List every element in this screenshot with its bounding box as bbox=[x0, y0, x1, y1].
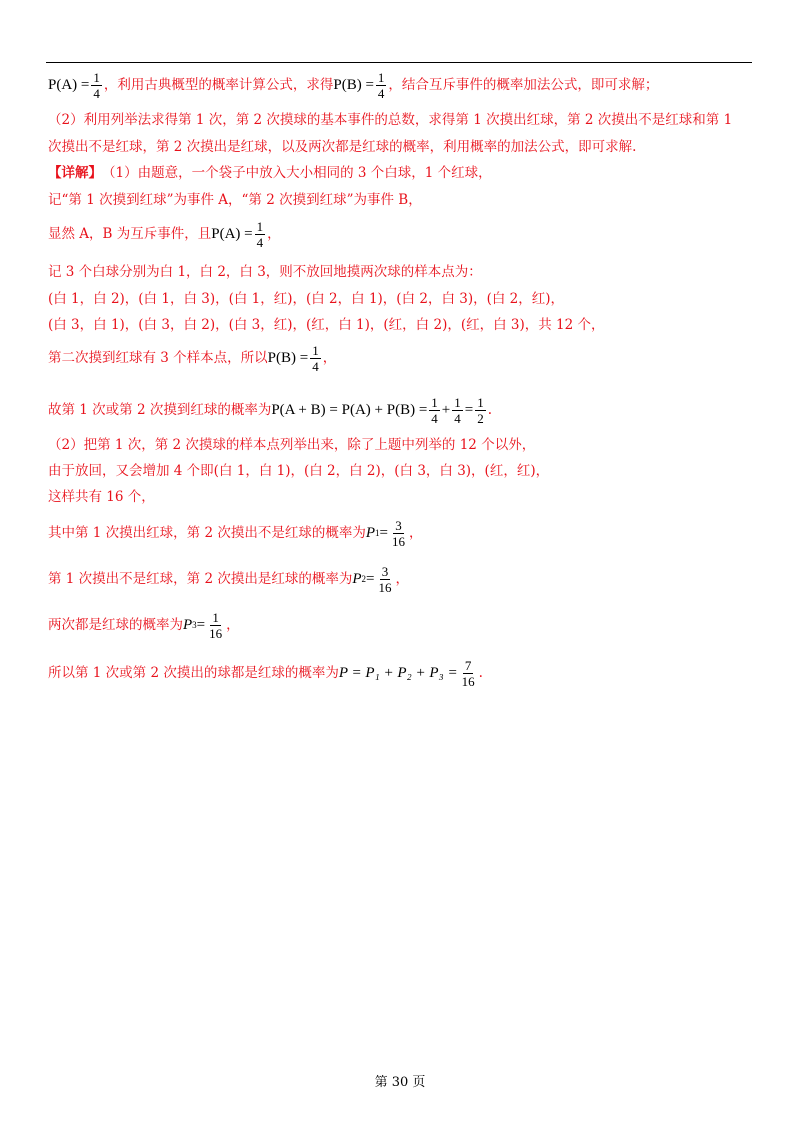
text-line-18: 所以第 1 次或第 2 次摸出的球都是红球的概率为 P = P₁ + P₂ + P₃ = $\frac{7}{16}$ . bbox=[48, 657, 483, 689]
text-line-7: 记 3 个白球分别为白 1，白 2，白 3，则不放回地摸两次球的样本点为： bbox=[48, 264, 482, 280]
formula-p1: P 1 = $\frac{3}{16}$ bbox=[365, 517, 405, 549]
formula-pb: P(B) = $\frac{1}{4}$ bbox=[333, 69, 385, 101]
text-line-13: 由于放回，又会增加 4 个即(白 1，白 1)，(白 2，白 2)，(白 3，白 3)，(红，红)， bbox=[48, 463, 550, 479]
page-number: 第 30 页 bbox=[374, 1075, 426, 1090]
header-rule bbox=[46, 62, 752, 63]
formula-pa: P(A) = $\frac{1}{4}$ bbox=[48, 69, 100, 101]
text-line-1: P(A) = $\frac{1}{4}$ ，利用古典概型的概率计算公式，求得 P(B) = $\frac{1}{4}$ ，结合互斥事件的概率加法公式，即可求解； bbox=[48, 69, 659, 101]
text-line-17: 两次都是红球的概率为 P 3 = $\frac{1}{16}$ ， bbox=[48, 609, 240, 641]
text-line-8: (白 1，白 2)，(白 1，白 3)，(白 1，红)，(白 2，白 1)，(白 2，白 3)，(白 2，红)， bbox=[48, 291, 565, 307]
formula-ptotal: P = P₁ + P₂ + P₃ = $\frac{7}{16}$ bbox=[338, 657, 475, 689]
text-line-5: 记“第 1 次摸到红球”为事件 A，“第 2 次摸到红球”为事件 B， bbox=[48, 192, 422, 208]
text-line-6: 显然 A，B 为互斥事件，且 P(A) = $\frac{1}{4}$ ， bbox=[48, 218, 281, 250]
text-line-10: 第二次摸到红球有 3 个样本点，所以 P(B) = $\frac{1}{4}$ ， bbox=[48, 342, 337, 374]
formula-sum: P(A + B) = P(A) + P(B) = $\frac{1}{4}$ + $\frac{1}{4}$ = $\frac{1}{2}$ bbox=[271, 394, 484, 426]
text-line-3: 次摸出不是红球，第 2 次摸出是红球，以及两次都是红球的概率，利用概率的加法公式，即可求解. bbox=[48, 139, 637, 155]
text-line-16: 第 1 次摸出不是红球，第 2 次摸出是红球的概率为 P 2 = $\frac{3}{16}$ ， bbox=[48, 563, 409, 595]
text-line-4: 【详解】 （1）由题意，一个袋子中放入大小相同的 3 个白球，1 个红球， bbox=[48, 165, 492, 181]
formula-p2: P 2 = $\frac{3}{16}$ bbox=[352, 563, 392, 595]
text-line-15: 其中第 1 次摸出红球，第 2 次摸出不是红球的概率为 P 1 = $\frac{3}{16}$ ， bbox=[48, 517, 423, 549]
detail-heading: 【详解】 bbox=[48, 165, 102, 181]
text-line-2: （2）利用列举法求得第 1 次，第 2 次摸球的基本事件的总数，求得第 1 次摸出红球，第 2 次摸出不是红球和第 1 bbox=[48, 112, 733, 128]
formula-pb-2: P(B) = $\frac{1}{4}$ bbox=[267, 342, 319, 374]
text-line-12: （2）把第 1 次，第 2 次摸球的样本点列举出来，除了上题中列举的 12 个以外， bbox=[48, 437, 536, 453]
text-line-14: 这样共有 16 个， bbox=[48, 489, 155, 505]
text-line-11: 故第 1 次或第 2 次摸到红球的概率为 P(A + B) = P(A) + P(B) = $\frac{1}{4}$ + $\frac{1}{4}$ = $\frac{1}{2}$ . bbox=[48, 394, 493, 426]
formula-pa-2: P(A) = $\frac{1}{4}$ bbox=[211, 218, 264, 250]
text-line-9: (白 3，白 1)，(白 3，白 2)，(白 3，红)，(红，白 1)，(红，白 2)，(红，白 3)，共 12 个， bbox=[48, 317, 605, 333]
formula-p3: P 3 = $\frac{1}{16}$ bbox=[183, 609, 223, 641]
